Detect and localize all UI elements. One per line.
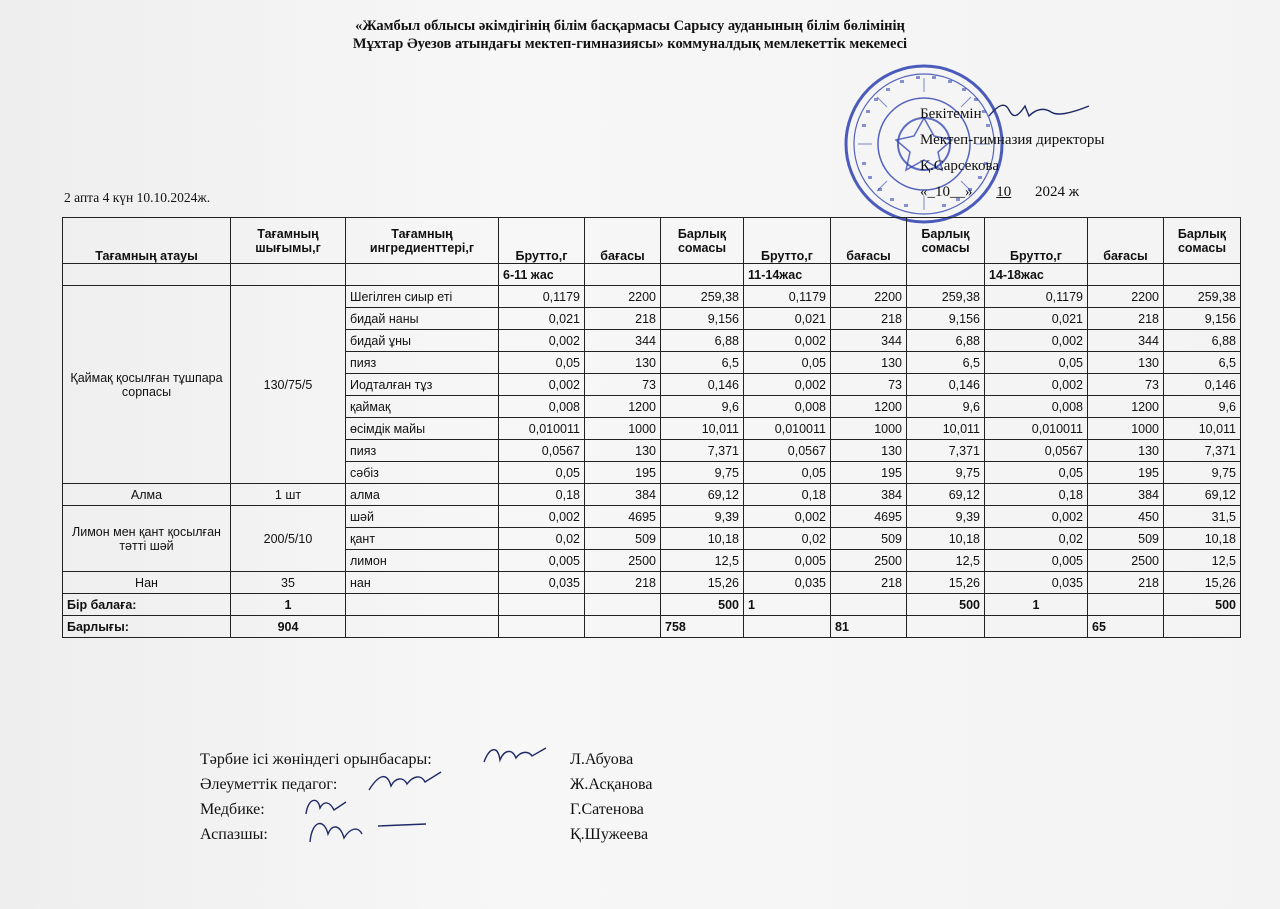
cell-price: 2500 bbox=[1088, 550, 1164, 572]
cell-brutto: 0,05 bbox=[985, 352, 1088, 374]
cell-total: 9,39 bbox=[907, 506, 985, 528]
cell-price: 195 bbox=[585, 462, 661, 484]
cell-brutto: 0,021 bbox=[744, 308, 831, 330]
cell-total: 9,156 bbox=[661, 308, 744, 330]
cell-brutto: 0,002 bbox=[985, 374, 1088, 396]
approval-block bbox=[920, 98, 1104, 205]
cell-brutto: 0,002 bbox=[744, 506, 831, 528]
cell-brutto: 0,02 bbox=[985, 528, 1088, 550]
ingredient-name: пияз bbox=[346, 352, 499, 374]
cell-price: 450 bbox=[1088, 506, 1164, 528]
cell-total: 12,5 bbox=[661, 550, 744, 572]
signoff-name: Г.Сатенова bbox=[570, 801, 644, 818]
signoff-role: Медбике: bbox=[200, 801, 265, 818]
cell-total: 7,371 bbox=[907, 440, 985, 462]
cell-brutto: 0,05 bbox=[744, 352, 831, 374]
table-row bbox=[63, 286, 1241, 308]
signoff-name: Л.Абуова bbox=[570, 751, 634, 768]
director-signature-icon bbox=[985, 98, 1095, 124]
cell-total: 0,146 bbox=[1164, 374, 1241, 396]
cell-total: 9,6 bbox=[661, 396, 744, 418]
table-row bbox=[63, 572, 1241, 594]
cell-price: 73 bbox=[585, 374, 661, 396]
menu-table bbox=[62, 217, 1241, 638]
cell-total: 9,75 bbox=[907, 462, 985, 484]
cell-price: 2500 bbox=[831, 550, 907, 572]
cell-brutto: 0,002 bbox=[499, 374, 585, 396]
cell-total: 6,5 bbox=[1164, 352, 1241, 374]
ingredient-name: бидай наны bbox=[346, 308, 499, 330]
signature-icon bbox=[300, 812, 430, 852]
ingredient-name: бидай ұны bbox=[346, 330, 499, 352]
cell-total: 259,38 bbox=[1164, 286, 1241, 308]
header-total-1: Барлық сомасы bbox=[661, 218, 744, 264]
grand-total-2: 81 bbox=[831, 616, 907, 638]
cell-total: 6,5 bbox=[661, 352, 744, 374]
cell-total: 9,75 bbox=[1164, 462, 1241, 484]
age-group-1: 6-11 жас bbox=[499, 264, 585, 286]
cell-price: 509 bbox=[585, 528, 661, 550]
ingredient-name: Шегілген сиыр еті bbox=[346, 286, 499, 308]
cell-price: 344 bbox=[585, 330, 661, 352]
ingredient-name: Иодталған тұз bbox=[346, 374, 499, 396]
table-header-row bbox=[63, 218, 1241, 264]
cell-total: 31,5 bbox=[1164, 506, 1241, 528]
cell-total: 10,011 bbox=[1164, 418, 1241, 440]
signoff-role: Әлеуметтік педагог: bbox=[200, 776, 338, 793]
cell-total: 69,12 bbox=[661, 484, 744, 506]
cell-price: 1000 bbox=[831, 418, 907, 440]
cell-brutto: 0,002 bbox=[499, 330, 585, 352]
cell-brutto: 0,005 bbox=[985, 550, 1088, 572]
cell-total: 0,146 bbox=[661, 374, 744, 396]
cell-brutto: 0,1179 bbox=[985, 286, 1088, 308]
grand-total-label: Барлығы: bbox=[63, 616, 231, 638]
cell-price: 130 bbox=[1088, 352, 1164, 374]
cell-brutto: 0,035 bbox=[744, 572, 831, 594]
cell-total: 6,88 bbox=[1164, 330, 1241, 352]
cell-brutto: 0,02 bbox=[744, 528, 831, 550]
cell-brutto: 0,18 bbox=[499, 484, 585, 506]
cell-total: 15,26 bbox=[907, 572, 985, 594]
ingredient-name: алма bbox=[346, 484, 499, 506]
age-group-3: 14-18жас bbox=[985, 264, 1088, 286]
dish-name: Лимон мен қант қосылған тәтті шәй bbox=[63, 506, 231, 572]
header-yield: Тағамның шығымы,г bbox=[231, 218, 346, 264]
grand-total-row bbox=[63, 616, 1241, 638]
ingredient-name: қант bbox=[346, 528, 499, 550]
cell-price: 2200 bbox=[585, 286, 661, 308]
header-total-3: Барлық сомасы bbox=[1164, 218, 1241, 264]
per-child-count: 1 bbox=[231, 594, 346, 616]
cell-brutto: 0,008 bbox=[744, 396, 831, 418]
cell-total: 259,38 bbox=[661, 286, 744, 308]
cell-brutto: 0,1179 bbox=[499, 286, 585, 308]
cell-total: 10,011 bbox=[907, 418, 985, 440]
dish-name: Нан bbox=[63, 572, 231, 594]
cell-brutto: 0,010011 bbox=[985, 418, 1088, 440]
header-brutto-1: Брутто,г bbox=[499, 218, 585, 264]
cell-price: 1000 bbox=[585, 418, 661, 440]
cell-price: 509 bbox=[1088, 528, 1164, 550]
grand-total-count: 904 bbox=[231, 616, 346, 638]
cell-price: 218 bbox=[585, 308, 661, 330]
cell-brutto: 0,0567 bbox=[499, 440, 585, 462]
header-dish: Тағамның атауы bbox=[63, 218, 231, 264]
signoff-role: Аспазшы: bbox=[200, 826, 268, 843]
cell-price: 2200 bbox=[831, 286, 907, 308]
cell-price: 130 bbox=[831, 440, 907, 462]
cell-brutto: 0,002 bbox=[744, 374, 831, 396]
table-row bbox=[63, 484, 1241, 506]
cell-price: 2200 bbox=[1088, 286, 1164, 308]
ingredient-name: пияз bbox=[346, 440, 499, 462]
header-total-2: Барлық сомасы bbox=[907, 218, 985, 264]
cell-brutto: 0,18 bbox=[985, 484, 1088, 506]
cell-total: 6,5 bbox=[907, 352, 985, 374]
cell-total: 10,18 bbox=[661, 528, 744, 550]
cell-price: 73 bbox=[831, 374, 907, 396]
cell-price: 4695 bbox=[585, 506, 661, 528]
cell-total: 15,26 bbox=[1164, 572, 1241, 594]
cell-price: 384 bbox=[831, 484, 907, 506]
dish-yield: 130/75/5 bbox=[231, 286, 346, 484]
signoff-role: Тәрбие ісі жөніндегі орынбасары: bbox=[200, 751, 432, 768]
ingredient-name: лимон bbox=[346, 550, 499, 572]
cell-brutto: 0,010011 bbox=[744, 418, 831, 440]
grand-total-1: 758 bbox=[661, 616, 744, 638]
signoff-name: Қ.Шужеева bbox=[570, 826, 649, 843]
cell-price: 218 bbox=[1088, 308, 1164, 330]
grand-total-3: 65 bbox=[1088, 616, 1164, 638]
cell-brutto: 0,1179 bbox=[744, 286, 831, 308]
dish-name: Алма bbox=[63, 484, 231, 506]
cell-brutto: 0,010011 bbox=[499, 418, 585, 440]
cell-price: 1000 bbox=[1088, 418, 1164, 440]
cell-brutto: 0,005 bbox=[744, 550, 831, 572]
per-child-row bbox=[63, 594, 1241, 616]
cell-total: 12,5 bbox=[907, 550, 985, 572]
cell-total: 15,26 bbox=[661, 572, 744, 594]
signature-icon bbox=[480, 742, 550, 770]
cell-total: 9,6 bbox=[1164, 396, 1241, 418]
signoff-name: Ж.Асқанова bbox=[570, 776, 653, 793]
header-ingredients: Тағамның ингредиенттері,г bbox=[346, 218, 499, 264]
cell-brutto: 0,05 bbox=[744, 462, 831, 484]
cell-price: 130 bbox=[1088, 440, 1164, 462]
header-price-1: бағасы bbox=[585, 218, 661, 264]
cell-price: 195 bbox=[1088, 462, 1164, 484]
cell-brutto: 0,002 bbox=[985, 506, 1088, 528]
cell-brutto: 0,035 bbox=[985, 572, 1088, 594]
cell-total: 0,146 bbox=[907, 374, 985, 396]
week-info: 2 апта 4 күн 10.10.2024ж. bbox=[64, 190, 211, 205]
age-group-row bbox=[63, 264, 1241, 286]
cell-brutto: 0,002 bbox=[499, 506, 585, 528]
cell-price: 130 bbox=[831, 352, 907, 374]
cell-total: 10,18 bbox=[1164, 528, 1241, 550]
ingredient-name: нан bbox=[346, 572, 499, 594]
header-line-1: «Жамбыл облысы әкімдігінің білім басқармасы Сарысу ауданының білім бөлімінің bbox=[355, 18, 905, 34]
cell-brutto: 0,005 bbox=[499, 550, 585, 572]
cell-total: 7,371 bbox=[661, 440, 744, 462]
age-group-2: 11-14жас bbox=[744, 264, 831, 286]
cell-total: 9,6 bbox=[907, 396, 985, 418]
cell-price: 195 bbox=[831, 462, 907, 484]
cell-total: 9,156 bbox=[907, 308, 985, 330]
cell-price: 509 bbox=[831, 528, 907, 550]
ingredient-name: өсімдік майы bbox=[346, 418, 499, 440]
cell-brutto: 0,021 bbox=[499, 308, 585, 330]
cell-total: 259,38 bbox=[907, 286, 985, 308]
cell-total: 6,88 bbox=[907, 330, 985, 352]
cell-price: 344 bbox=[1088, 330, 1164, 352]
approval-date: «_10__» 10 2024 ж bbox=[920, 184, 1080, 200]
cell-price: 218 bbox=[585, 572, 661, 594]
ingredient-name: қаймақ bbox=[346, 396, 499, 418]
cell-price: 218 bbox=[831, 572, 907, 594]
cell-total: 10,18 bbox=[907, 528, 985, 550]
per-child-total-3: 500 bbox=[1164, 594, 1241, 616]
per-child-total-2: 500 bbox=[907, 594, 985, 616]
cell-total: 6,88 bbox=[661, 330, 744, 352]
cell-price: 73 bbox=[1088, 374, 1164, 396]
cell-price: 218 bbox=[831, 308, 907, 330]
cell-total: 9,75 bbox=[661, 462, 744, 484]
approval-name: Қ.Сарсекова bbox=[920, 158, 999, 174]
table-row bbox=[63, 506, 1241, 528]
per-child-label: Бір балаға: bbox=[63, 594, 231, 616]
cell-total: 9,39 bbox=[661, 506, 744, 528]
cell-total: 12,5 bbox=[1164, 550, 1241, 572]
cell-total: 10,011 bbox=[661, 418, 744, 440]
cell-price: 344 bbox=[831, 330, 907, 352]
dish-yield: 1 шт bbox=[231, 484, 346, 506]
approval-position: Мектеп-гимназия директоры bbox=[920, 132, 1105, 148]
cell-price: 2500 bbox=[585, 550, 661, 572]
header-brutto-3: Брутто,г bbox=[985, 218, 1088, 264]
per-child-count-3: 1 bbox=[985, 594, 1088, 616]
cell-brutto: 0,0567 bbox=[985, 440, 1088, 462]
cell-total: 69,12 bbox=[907, 484, 985, 506]
cell-brutto: 0,05 bbox=[499, 462, 585, 484]
cell-price: 1200 bbox=[1088, 396, 1164, 418]
cell-brutto: 0,035 bbox=[499, 572, 585, 594]
cell-price: 218 bbox=[1088, 572, 1164, 594]
cell-total: 69,12 bbox=[1164, 484, 1241, 506]
ingredient-name: шәй bbox=[346, 506, 499, 528]
header-line-2: Мұхтар Әуезов атындағы мектеп-гимназиясы» коммуналдық мемлекеттік мекемесі bbox=[352, 36, 908, 52]
cell-price: 1200 bbox=[831, 396, 907, 418]
menu-table-body bbox=[63, 286, 1241, 594]
cell-brutto: 0,05 bbox=[985, 462, 1088, 484]
ingredient-name: сәбіз bbox=[346, 462, 499, 484]
cell-price: 1200 bbox=[585, 396, 661, 418]
per-child-count-2: 1 bbox=[744, 594, 831, 616]
cell-brutto: 0,008 bbox=[985, 396, 1088, 418]
cell-price: 130 bbox=[585, 440, 661, 462]
cell-brutto: 0,18 bbox=[744, 484, 831, 506]
cell-brutto: 0,05 bbox=[499, 352, 585, 374]
dish-yield: 35 bbox=[231, 572, 346, 594]
cell-brutto: 0,0567 bbox=[744, 440, 831, 462]
header-brutto-2: Брутто,г bbox=[744, 218, 831, 264]
cell-brutto: 0,008 bbox=[499, 396, 585, 418]
cell-price: 4695 bbox=[831, 506, 907, 528]
cell-brutto: 0,021 bbox=[985, 308, 1088, 330]
cell-total: 7,371 bbox=[1164, 440, 1241, 462]
cell-brutto: 0,002 bbox=[985, 330, 1088, 352]
header-price-3: бағасы bbox=[1088, 218, 1164, 264]
cell-brutto: 0,02 bbox=[499, 528, 585, 550]
dish-yield: 200/5/10 bbox=[231, 506, 346, 572]
per-child-total-1: 500 bbox=[661, 594, 744, 616]
cell-price: 384 bbox=[1088, 484, 1164, 506]
cell-price: 384 bbox=[585, 484, 661, 506]
header-price-2: бағасы bbox=[831, 218, 907, 264]
signature-icon bbox=[365, 768, 445, 798]
approval-approved: Бекітемін bbox=[920, 98, 1104, 127]
dish-name: Қаймақ қосылған тұшпара сорпасы bbox=[63, 286, 231, 484]
cell-total: 9,156 bbox=[1164, 308, 1241, 330]
cell-brutto: 0,002 bbox=[744, 330, 831, 352]
cell-price: 130 bbox=[585, 352, 661, 374]
